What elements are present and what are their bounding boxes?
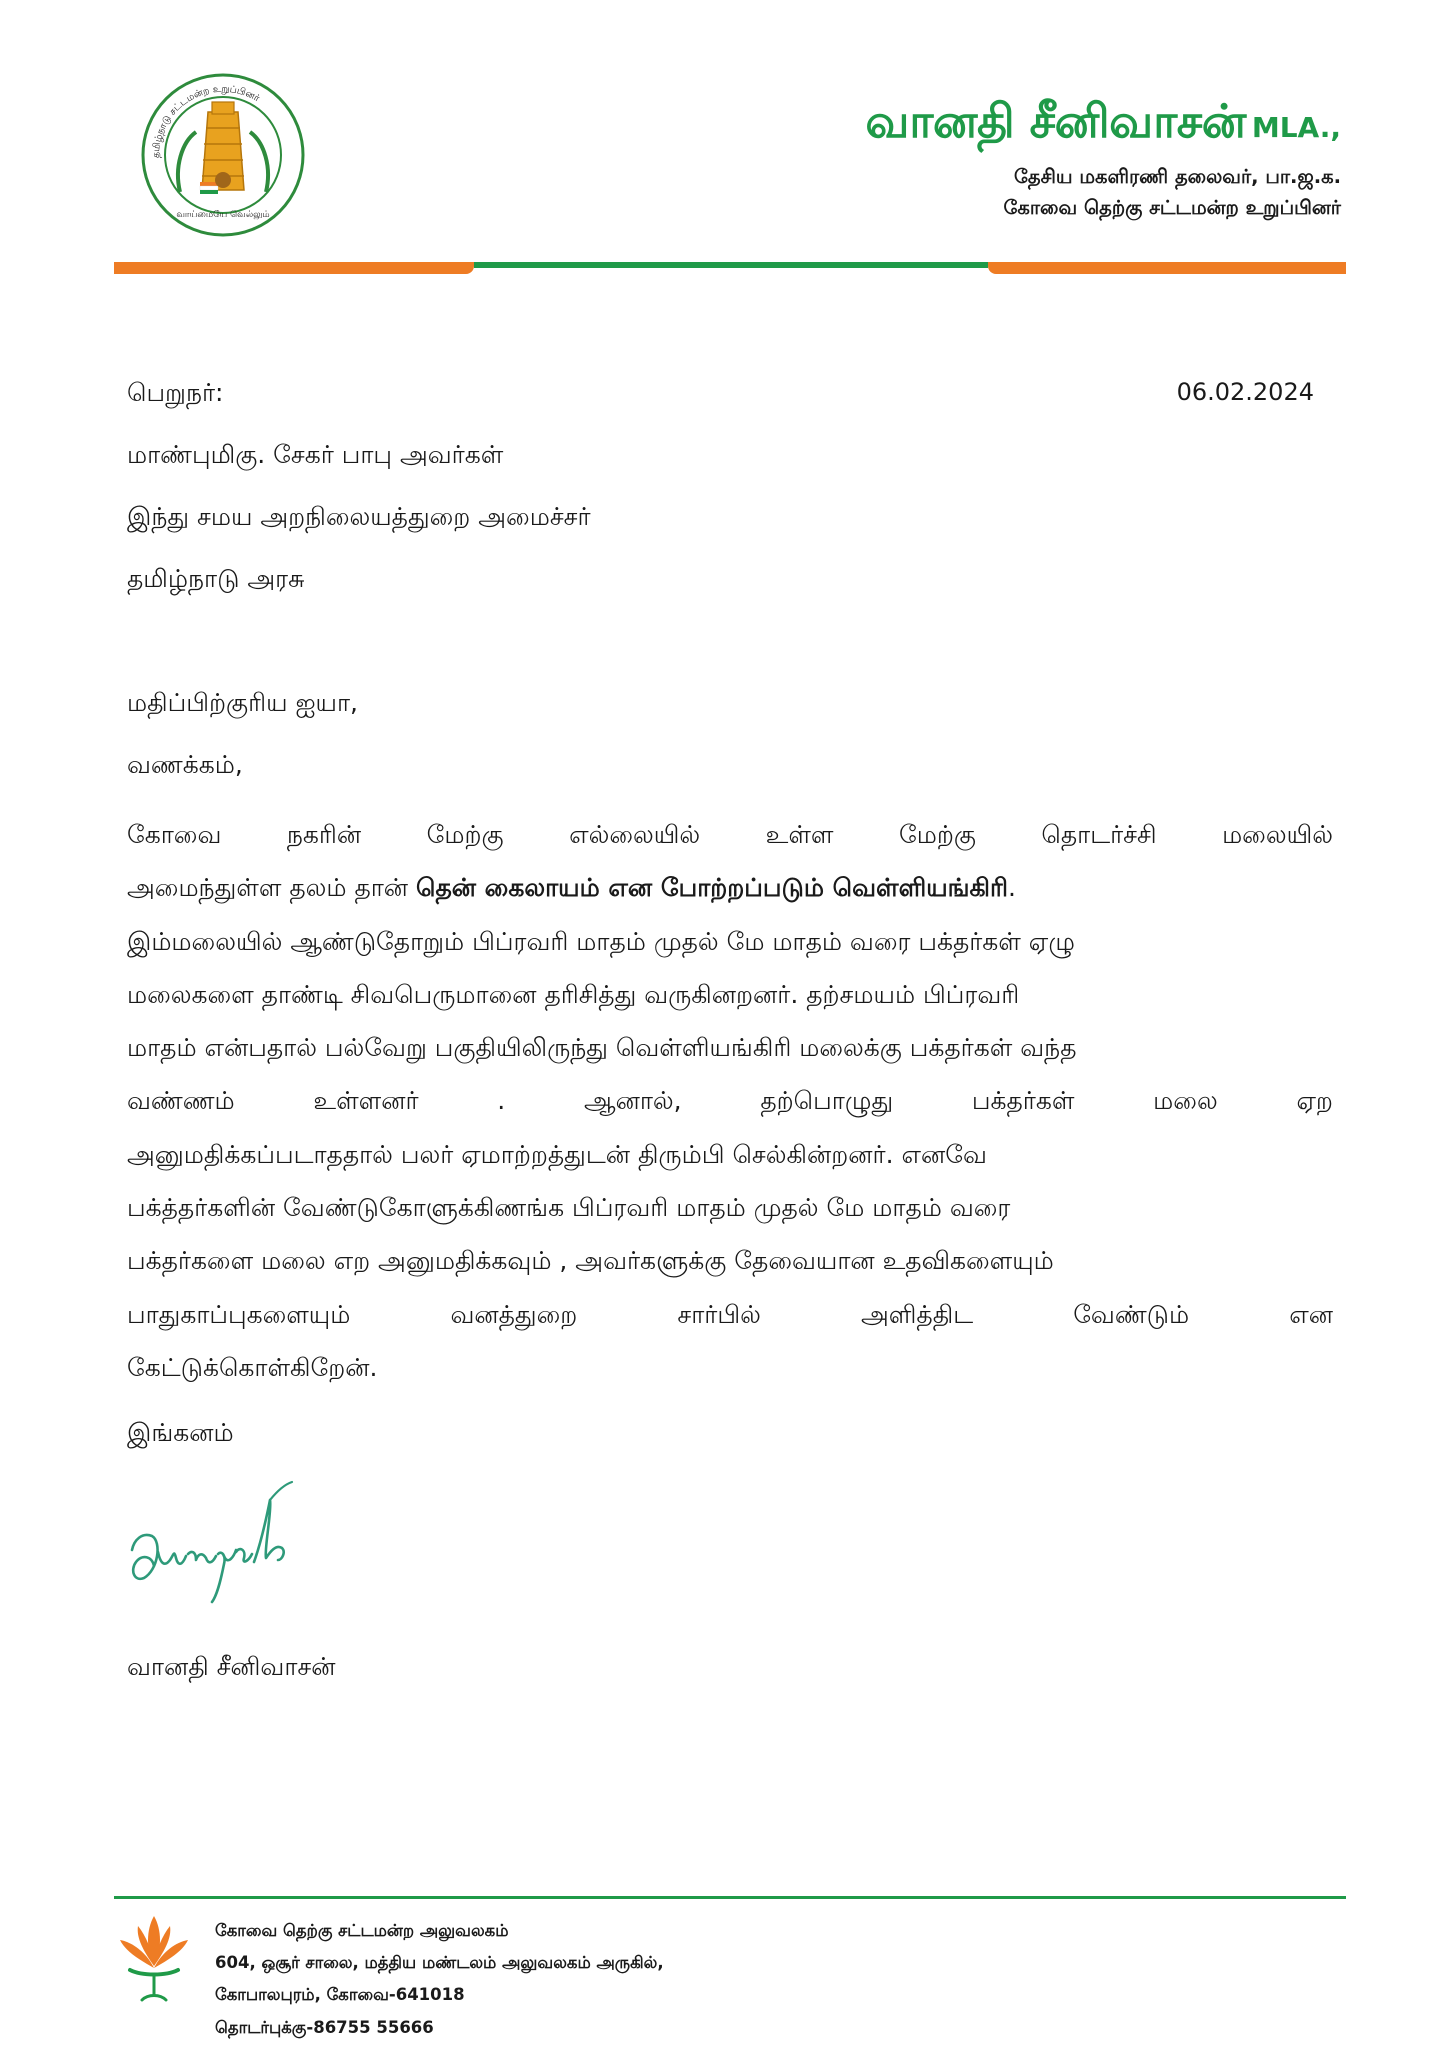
letter-body (127, 808, 1333, 1394)
recipient-line-1: மாண்புமிகு. சேகர் பாபு அவர்கள் (127, 440, 504, 469)
mla-role-line-1: தேசிய மகளிரணி தலைவர், பா.ஜ.க. (1014, 164, 1341, 188)
header-stripe-middle (474, 262, 988, 268)
body-line: மலைகளை தாண்டி சிவபெருமானை தரிசித்து வருகினறனர். தற்சமயம் பிப்ரவரி (127, 979, 1020, 1009)
lotus-party-logo (116, 1912, 192, 2004)
svg-text:வாய்மையே வெல்லும்: வாய்மையே வெல்லும் (176, 210, 270, 220)
to-label: பெறுநர்: (127, 378, 224, 407)
body-line: கோவை நகரின் மேற்கு எல்லையில் உள்ள மேற்கு தொடர்ச்சி மலையில் (127, 820, 1333, 849)
mla-name-line (865, 96, 1341, 147)
office-address (215, 1915, 664, 2044)
body-line: மாதம் என்பதால் பல்வேறு பகுதியிலிருந்து வெள்ளியங்கிரி மலைக்கு பக்தர்கள் வந்த (127, 1033, 1077, 1063)
body-line: வண்ணம் உள்ளனர் . ஆனால், தற்பொழுது பக்தர்கள் மலை ஏற (127, 1086, 1333, 1116)
recipient-line-3: தமிழ்நாடு அரசு (127, 564, 305, 593)
recipient-line-2: இந்து சமய அறநிலையத்துறை அமைச்சர் (127, 502, 591, 531)
body-line: இம்மலையில் ஆண்டுதோறும் பிப்ரவரி மாதம் முதல் மே மாதம் வரை பக்தர்கள் ஏழு (127, 926, 1075, 956)
closing: இங்கனம் (127, 1418, 234, 1447)
body-line: பாதுகாப்புகளையும் வனத்துறை சார்பில் அளித்திட வேண்டும் என (127, 1299, 1333, 1329)
footer-divider (114, 1896, 1346, 1899)
handwritten-signature (122, 1470, 342, 1630)
mla-name: வானதி சீனிவாசன் (865, 94, 1246, 148)
address-line-2: 604, ஒசூர் சாலை, மத்திய மண்டலம் அலுவலகம் அருகில், (215, 1953, 664, 1973)
contact-phone: தொடர்புக்கு-86755 55666 (215, 2017, 434, 2037)
greeting: வணக்கம், (127, 750, 243, 779)
tamil-nadu-government-seal (140, 72, 306, 238)
header-stripe-left (114, 262, 474, 274)
mla-suffix: MLA., (1251, 111, 1341, 144)
address-line-3: கோபாலபுரம், கோவை-641018 (215, 1985, 465, 2005)
letter-date: 06.02.2024 (1176, 378, 1314, 406)
svg-text:தமிழ்நாடு சட்டமன்ற உறுப்பினர்: தமிழ்நாடு சட்டமன்ற உறுப்பினர் (150, 83, 262, 159)
signatory-name: வானதி சீனிவாசன் (127, 1652, 336, 1681)
body-line: அனுமதிக்கப்படாததால் பலர் ஏமாற்றத்துடன் திரும்பி செல்கின்றனர். எனவே (127, 1139, 987, 1169)
body-line: பக்த்தர்களின் வேண்டுகோளுக்கிணங்க பிப்ரவரி மாதம் முதல் மே மாதம் வரை (127, 1193, 1011, 1223)
body-line: பக்தர்களை மலை எற அனுமதிக்கவும் , அவர்களுக்கு தேவையான உதவிகளையும் (127, 1246, 1054, 1276)
mla-role-line-2: கோவை தெற்கு சட்டமன்ற உறுப்பினர் (1003, 195, 1341, 219)
highlighted-place-name: தென் கைலாயம் என போற்றப்படும் வெள்ளியங்கிரி (415, 873, 1009, 903)
body-line: அமைந்துள்ள தலம் தான் தென் கைலாயம் என போற்றப்படும் வெள்ளியங்கிரி. (127, 873, 1016, 903)
salutation: மதிப்பிற்குரிய ஐயா, (127, 688, 358, 717)
letterhead-title-block (865, 96, 1341, 223)
address-line-1: கோவை தெற்கு சட்டமன்ற அலுவலகம் (215, 1921, 509, 1940)
header-stripe-right (988, 262, 1346, 274)
body-line: கேட்டுக்கொள்கிறேன். (127, 1352, 378, 1382)
